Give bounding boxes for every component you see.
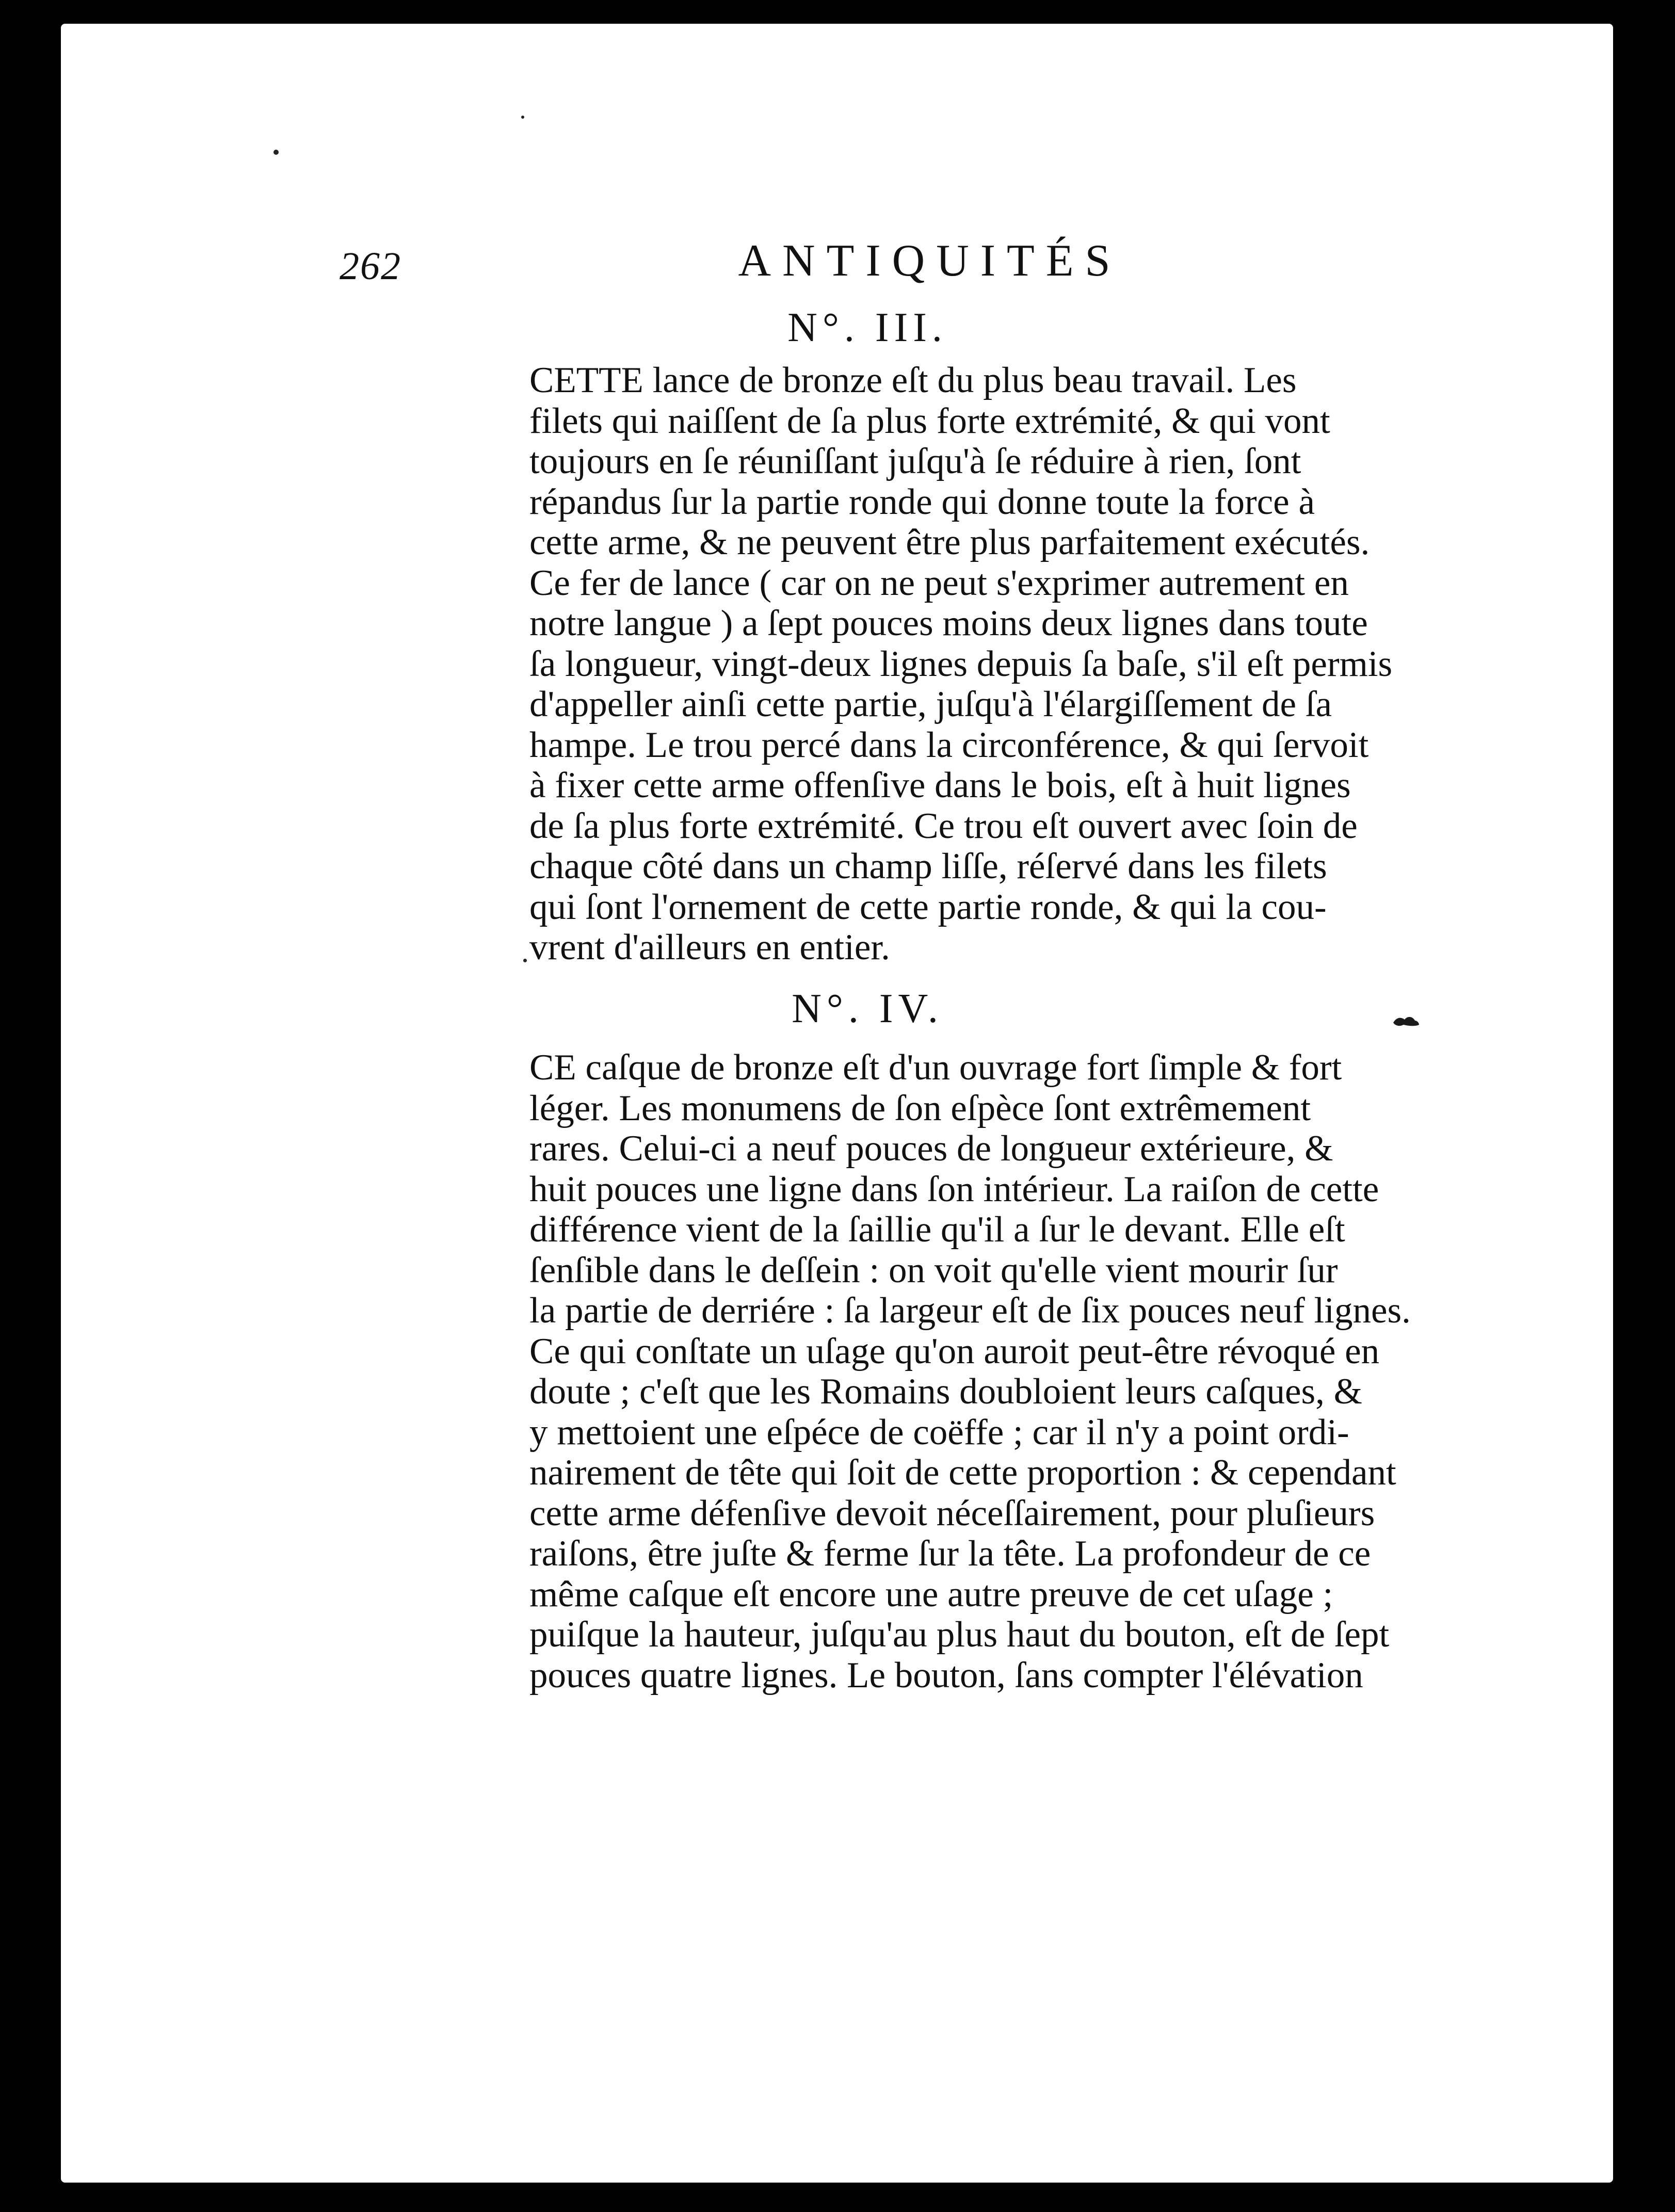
text-line: ſa longueur, vingt-deux lignes depuis ſa baſe, s'il eſt permis [529, 643, 1393, 684]
text-line: Ce qui conſtate un uſage qu'on auroit peut-être révoqué en [529, 1331, 1380, 1371]
text-line: notre langue ) a ſept pouces moins deux lignes dans toute [529, 603, 1368, 643]
text-line: de ſa plus forte extrémité. Ce trou eſt ouvert avec ſoin de [529, 805, 1358, 846]
text-line: d'appeller ainſi cette partie, juſqu'à l'élargiſſement de ſa [529, 684, 1332, 724]
text-line: Ce fer de lance ( car on ne peut s'exprimer autrement en [529, 562, 1349, 603]
text-line: y mettoient une eſpéce de coëffe ; car il n'y a point ordi- [529, 1412, 1349, 1452]
text-line: à fixer cette arme offenſive dans le bois, eſt à huit lignes [529, 765, 1351, 805]
paragraph-lance [529, 360, 1393, 968]
text-line: qui ſont l'ornement de cette partie ronde, & qui la cou- [529, 886, 1327, 927]
text-line: filets qui naiſſent de ſa plus forte extrémité, & qui vont [529, 400, 1330, 441]
page-number: 262 [340, 245, 401, 288]
text-line: même caſque eſt encore une autre preuve de cet uſage ; [529, 1574, 1333, 1614]
text-line: doute ; c'eſt que les Romains doubloient leurs caſques, & [529, 1371, 1362, 1412]
running-head [61, 228, 1613, 300]
text-line: léger. Les monumens de ſon eſpèce ſont extrêmement [529, 1088, 1311, 1128]
ink-speck [523, 959, 527, 962]
text-line: CE caſque de bronze eſt d'un ouvrage fort ſimple & fort [529, 1047, 1342, 1088]
text-line: puiſque la hauteur, juſqu'au plus haut du bouton, eſt de ſept [529, 1614, 1390, 1655]
text-line: pouces quatre lignes. Le bouton, ſans compter l'élévation [529, 1655, 1363, 1696]
section-heading-iii: N°. III. [787, 305, 947, 350]
running-head-title: ANTIQUITÉS [738, 236, 1122, 286]
ink-speck [273, 150, 279, 155]
text-line: la partie de derriére : ſa largeur eſt de ſix pouces neuf lignes. [529, 1290, 1411, 1331]
text-line: hampe. Le trou percé dans la circonférence, & qui ſervoit [529, 724, 1369, 765]
text-line: huit pouces une ligne dans ſon intérieur. La raiſon de cette [529, 1169, 1379, 1209]
text-line: rares. Celui-ci a neuf pouces de longueur extérieure, & [529, 1128, 1333, 1169]
text-line: raiſons, être juſte & ferme ſur la tête. La profondeur de ce [529, 1533, 1371, 1574]
text-line: différence vient de la ſaillie qu'il a ſur le devant. Elle eſt [529, 1209, 1345, 1250]
book-page [61, 24, 1613, 2183]
printer-ornament-icon [1392, 1014, 1420, 1028]
text-line: cette arme défenſive devoit néceſſairement, pour pluſieurs [529, 1493, 1375, 1533]
text-line: vrent d'ailleurs en entier. [529, 927, 890, 967]
paragraph-casque [529, 1047, 1411, 1696]
text-line: toujours en ſe réuniſſant juſqu'à ſe réduire à rien, ſont [529, 441, 1301, 481]
text-line: répandus ſur la partie ronde qui donne toute la force à [529, 481, 1315, 522]
section-heading-iv: N°. IV. [792, 986, 943, 1031]
text-line: cette arme, & ne peuvent être plus parfaitement exécutés. [529, 522, 1370, 562]
text-line: CETTE lance de bronze eſt du plus beau travail. Les [529, 360, 1297, 400]
text-line: chaque côté dans un champ liſſe, réſervé dans les filets [529, 846, 1327, 886]
ink-speck [521, 116, 524, 119]
text-line: nairement de tête qui ſoit de cette proportion : & cependant [529, 1452, 1396, 1493]
text-line: ſenſible dans le deſſein : on voit qu'elle vient mourir ſur [529, 1250, 1338, 1290]
